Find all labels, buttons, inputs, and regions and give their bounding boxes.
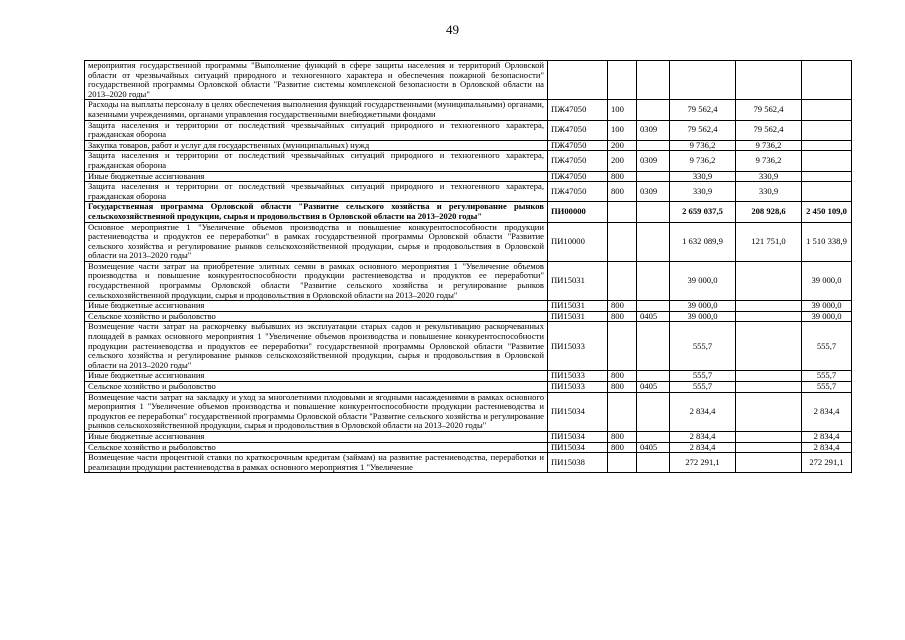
regional-amount: 2 834,4 bbox=[802, 431, 852, 442]
target-code: ПЖ47050 bbox=[548, 182, 608, 202]
table-row bbox=[85, 61, 852, 100]
target-code: ПИ15034 bbox=[548, 431, 608, 442]
row-name: мероприятия государственной программы "Выполнение функций в сфере защиты населения и территорий Орловской области от чрезвычайных ситуаций природного и техногенного характера и обеспечения пожарной безопасности" государственной программы Орловской области "Развитие системы комплексной безопасности в Орловской области на 2013–2020 годы" bbox=[85, 61, 548, 100]
table-row bbox=[85, 392, 852, 431]
row-name: Возмещение части затрат на раскорчевку выбывших из эксплуатации старых садов и рекультивацию раскорчеванных площадей в рамках основного мероприятия 1 "Увеличение объемов производства и повышение конкурентоспособности продукции растениеводства и продуктов ее переработки" государственной программы Орловской области "Развитие сельского хозяйства и регулирование рынков сельскохозяйственной продукции, сырья и продовольствия в Орловской области на 2013–2020 годы" bbox=[85, 322, 548, 371]
federal-amount bbox=[736, 61, 802, 100]
target-code: ПИ00000 bbox=[548, 202, 608, 222]
expense-type: 800 bbox=[608, 371, 637, 382]
target-code: ПЖ47050 bbox=[548, 171, 608, 182]
section-code bbox=[637, 261, 670, 300]
expense-type: 800 bbox=[608, 382, 637, 393]
row-name: Расходы на выплаты персоналу в целях обеспечения выполнения функций государственными (муниципальными) органами, казенными учреждениями, органами управления государственными внебюджетными фондами bbox=[85, 100, 548, 120]
total-amount: 1 632 089,9 bbox=[670, 222, 736, 261]
total-amount: 555,7 bbox=[670, 382, 736, 393]
table-row bbox=[85, 120, 852, 140]
total-amount: 2 659 037,5 bbox=[670, 202, 736, 222]
table-row bbox=[85, 182, 852, 202]
row-name: Возмещение части процентной ставки по краткосрочным кредитам (займам) на развитие растениеводства, переработки и реализации продукции растениеводства в рамках основного мероприятия 1 "Увеличение bbox=[85, 453, 548, 473]
section-code bbox=[637, 392, 670, 431]
federal-amount: 121 751,0 bbox=[736, 222, 802, 261]
table-row bbox=[85, 371, 852, 382]
target-code: ПЖ47050 bbox=[548, 151, 608, 171]
target-code: ПИ15031 bbox=[548, 301, 608, 312]
expense-type bbox=[608, 322, 637, 371]
table-row bbox=[85, 442, 852, 453]
total-amount: 555,7 bbox=[670, 322, 736, 371]
regional-amount bbox=[802, 100, 852, 120]
federal-amount bbox=[736, 431, 802, 442]
total-amount: 555,7 bbox=[670, 371, 736, 382]
target-code: ПЖ47050 bbox=[548, 120, 608, 140]
federal-amount: 9 736,2 bbox=[736, 140, 802, 151]
row-name: Защита населения и территории от последствий чрезвычайных ситуаций природного и техногенного характера, гражданская оборона bbox=[85, 151, 548, 171]
table-row bbox=[85, 301, 852, 312]
row-name: Сельское хозяйство и рыболовство bbox=[85, 382, 548, 393]
expense-type bbox=[608, 61, 637, 100]
federal-amount: 330,9 bbox=[736, 171, 802, 182]
row-name: Защита населения и территории от последствий чрезвычайных ситуаций природного и техногенного характера, гражданская оборона bbox=[85, 182, 548, 202]
regional-amount: 272 291,1 bbox=[802, 453, 852, 473]
section-code bbox=[637, 61, 670, 100]
page-number: 49 bbox=[446, 22, 459, 37]
regional-amount: 1 510 338,9 bbox=[802, 222, 852, 261]
row-name: Возмещение части затрат на закладку и уход за многолетними плодовыми и ягодными насаждениями в рамках основного мероприятия 1 "Увеличение объемов производства и повышение конкурентоспособности продукции растениеводства и продуктов ее переработки" государственной программы Орловской области "Развитие сельского хозяйства и регулирование рынков сельскохозяйственной продукции, сырья и продовольствия в Орловской области на 2013–2020 годы" bbox=[85, 392, 548, 431]
expense-type: 200 bbox=[608, 140, 637, 151]
federal-amount bbox=[736, 442, 802, 453]
target-code: ПИ15038 bbox=[548, 453, 608, 473]
federal-amount: 79 562,4 bbox=[736, 120, 802, 140]
federal-amount bbox=[736, 311, 802, 322]
row-name: Иные бюджетные ассигнования bbox=[85, 171, 548, 182]
section-code bbox=[637, 371, 670, 382]
section-code bbox=[637, 100, 670, 120]
section-code: 0405 bbox=[637, 442, 670, 453]
federal-amount bbox=[736, 322, 802, 371]
total-amount: 39 000,0 bbox=[670, 301, 736, 312]
section-code: 0309 bbox=[637, 151, 670, 171]
regional-amount bbox=[802, 140, 852, 151]
section-code: 0405 bbox=[637, 311, 670, 322]
section-code: 0309 bbox=[637, 120, 670, 140]
regional-amount: 2 834,4 bbox=[802, 392, 852, 431]
table-row bbox=[85, 100, 852, 120]
federal-amount bbox=[736, 301, 802, 312]
total-amount: 2 834,4 bbox=[670, 431, 736, 442]
table-body bbox=[85, 61, 852, 473]
target-code: ПИ15034 bbox=[548, 442, 608, 453]
section-code bbox=[637, 202, 670, 222]
section-code bbox=[637, 140, 670, 151]
row-name: Иные бюджетные ассигнования bbox=[85, 431, 548, 442]
regional-amount: 39 000,0 bbox=[802, 261, 852, 300]
target-code bbox=[548, 61, 608, 100]
section-code bbox=[637, 222, 670, 261]
total-amount: 9 736,2 bbox=[670, 151, 736, 171]
expense-type bbox=[608, 453, 637, 473]
regional-amount: 555,7 bbox=[802, 382, 852, 393]
row-name: Государственная программа Орловской области "Развитие сельского хозяйства и регулирование рынков сельскохозяйственной продукции, сырья и продовольствия в Орловской области на 2013–2020 годы" bbox=[85, 202, 548, 222]
federal-amount bbox=[736, 392, 802, 431]
target-code: ПИ10000 bbox=[548, 222, 608, 261]
expense-type bbox=[608, 222, 637, 261]
target-code: ПИ15031 bbox=[548, 311, 608, 322]
total-amount: 39 000,0 bbox=[670, 311, 736, 322]
row-name: Сельское хозяйство и рыболовство bbox=[85, 442, 548, 453]
section-code: 0309 bbox=[637, 182, 670, 202]
federal-amount bbox=[736, 382, 802, 393]
section-code: 0405 bbox=[637, 382, 670, 393]
regional-amount: 2 450 109,0 bbox=[802, 202, 852, 222]
federal-amount: 208 928,6 bbox=[736, 202, 802, 222]
table-row bbox=[85, 261, 852, 300]
total-amount: 272 291,1 bbox=[670, 453, 736, 473]
expense-type bbox=[608, 202, 637, 222]
target-code: ПИ15033 bbox=[548, 322, 608, 371]
total-amount: 330,9 bbox=[670, 171, 736, 182]
regional-amount: 2 834,4 bbox=[802, 442, 852, 453]
row-name: Возмещение части затрат на приобретение элитных семян в рамках основного мероприятия 1 "Увеличение объемов производства и повышение конкурентоспособности продукции растениеводства и продуктов ее переработки" государственной программы Орловской области "Развитие сельского хозяйства и регулирование рынков сельскохозяйственной продукции, сырья и продовольствия в Орловской области на 2013–2020 годы" bbox=[85, 261, 548, 300]
federal-amount bbox=[736, 371, 802, 382]
federal-amount bbox=[736, 453, 802, 473]
regional-amount bbox=[802, 61, 852, 100]
table-row bbox=[85, 311, 852, 322]
table-row bbox=[85, 222, 852, 261]
expense-type bbox=[608, 392, 637, 431]
expense-type: 800 bbox=[608, 431, 637, 442]
total-amount bbox=[670, 61, 736, 100]
regional-amount bbox=[802, 151, 852, 171]
section-code bbox=[637, 322, 670, 371]
federal-amount: 330,9 bbox=[736, 182, 802, 202]
table-row bbox=[85, 151, 852, 171]
table-row bbox=[85, 322, 852, 371]
expense-type: 800 bbox=[608, 311, 637, 322]
table-row bbox=[85, 202, 852, 222]
row-name: Основное мероприятие 1 "Увеличение объемов производства и повышение конкурентоспособности продукции растениеводства и продуктов ее переработки" в рамках государственной программы Орловской области "Развитие сельского хозяйства и регулирование рынков сельскохозяйственной продукции, сырья и продовольствия в Орловской области на 2013–2020 годы" bbox=[85, 222, 548, 261]
row-name: Сельское хозяйство и рыболовство bbox=[85, 311, 548, 322]
expense-type: 100 bbox=[608, 100, 637, 120]
budget-table bbox=[84, 60, 852, 473]
target-code: ПИ15034 bbox=[548, 392, 608, 431]
expense-type: 800 bbox=[608, 442, 637, 453]
section-code bbox=[637, 453, 670, 473]
row-name: Защита населения и территории от последствий чрезвычайных ситуаций природного и техногенного характера, гражданская оборона bbox=[85, 120, 548, 140]
section-code bbox=[637, 301, 670, 312]
regional-amount: 39 000,0 bbox=[802, 311, 852, 322]
total-amount: 79 562,4 bbox=[670, 100, 736, 120]
regional-amount: 555,7 bbox=[802, 322, 852, 371]
table-row bbox=[85, 171, 852, 182]
section-code bbox=[637, 171, 670, 182]
target-code: ПИ15033 bbox=[548, 382, 608, 393]
target-code: ПИ15031 bbox=[548, 261, 608, 300]
regional-amount bbox=[802, 182, 852, 202]
federal-amount bbox=[736, 261, 802, 300]
expense-type bbox=[608, 261, 637, 300]
regional-amount: 39 000,0 bbox=[802, 301, 852, 312]
federal-amount: 79 562,4 bbox=[736, 100, 802, 120]
row-name: Иные бюджетные ассигнования bbox=[85, 371, 548, 382]
regional-amount: 555,7 bbox=[802, 371, 852, 382]
table-row bbox=[85, 382, 852, 393]
row-name: Иные бюджетные ассигнования bbox=[85, 301, 548, 312]
target-code: ПЖ47050 bbox=[548, 140, 608, 151]
expense-type: 800 bbox=[608, 182, 637, 202]
row-name: Закупка товаров, работ и услуг для государственных (муниципальных) нужд bbox=[85, 140, 548, 151]
target-code: ПЖ47050 bbox=[548, 100, 608, 120]
expense-type: 200 bbox=[608, 151, 637, 171]
regional-amount bbox=[802, 120, 852, 140]
target-code: ПИ15033 bbox=[548, 371, 608, 382]
total-amount: 79 562,4 bbox=[670, 120, 736, 140]
section-code bbox=[637, 431, 670, 442]
table-row bbox=[85, 431, 852, 442]
table-row bbox=[85, 453, 852, 473]
expense-type: 800 bbox=[608, 301, 637, 312]
federal-amount: 9 736,2 bbox=[736, 151, 802, 171]
total-amount: 330,9 bbox=[670, 182, 736, 202]
total-amount: 2 834,4 bbox=[670, 392, 736, 431]
total-amount: 39 000,0 bbox=[670, 261, 736, 300]
regional-amount bbox=[802, 171, 852, 182]
expense-type: 800 bbox=[608, 171, 637, 182]
expense-type: 100 bbox=[608, 120, 637, 140]
total-amount: 9 736,2 bbox=[670, 140, 736, 151]
table-row bbox=[85, 140, 852, 151]
total-amount: 2 834,4 bbox=[670, 442, 736, 453]
